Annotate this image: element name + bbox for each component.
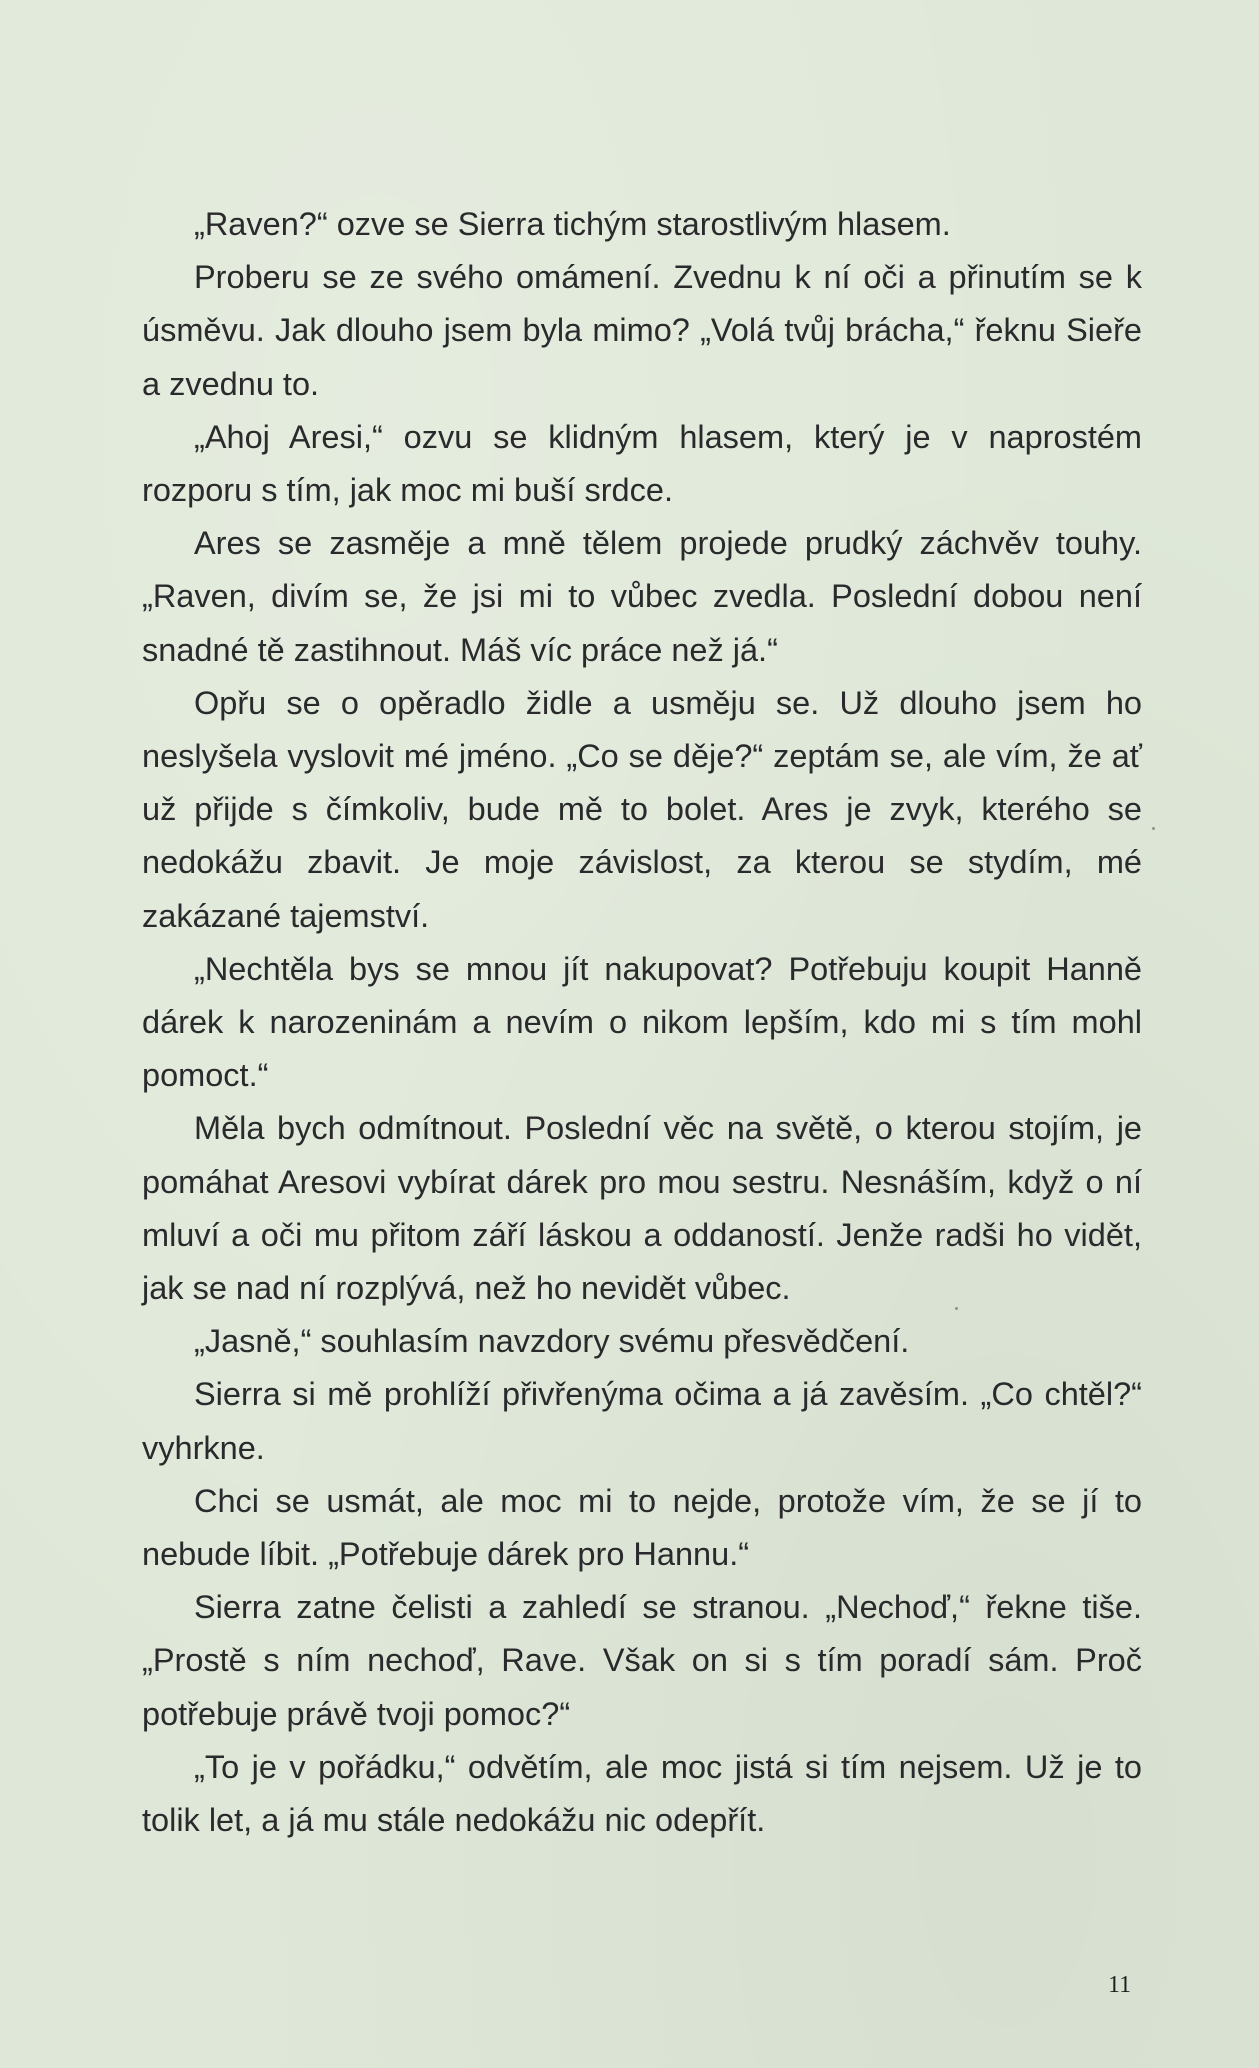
paragraph: „Jasně,“ souhlasím navzdory svému přesvědčení. bbox=[194, 1323, 910, 1360]
scan-speck bbox=[1152, 827, 1155, 830]
paragraph: Sierra si mě prohlíží přivřenýma očima a já zavěsím. „Co chtěl?“ vyhrkne. bbox=[142, 1376, 1142, 1466]
scan-speck bbox=[955, 1307, 958, 1310]
paragraph: „Ahoj Aresi,“ ozvu se klidným hlasem, který je v naprostém rozporu s tím, jak moc mi buší srdce. bbox=[142, 418, 1142, 509]
paragraph: Proberu se ze svého omámení. Zvednu k ní oči a přinutím se k úsměvu. Jak dlouho jsem byla mimo? „Volá tvůj brácha,“ řeknu Sieře a zvednu to. bbox=[142, 259, 1142, 402]
paragraph: „Raven?“ ozve se Sierra tichým starostlivým hlasem. bbox=[194, 206, 951, 242]
paragraph: Opřu se o opěradlo židle a usměju se. Už dlouho jsem ho neslyšela vyslovit mé jméno. „Co se děje?“ zeptám se, ale vím, že ať už přijde s čímkoliv, bude mě to bolet. Ares je zvyk, kterého se nedokážu zbavit. Je moje závislost, za kterou se stydím, mé zakázané tajemství. bbox=[142, 684, 1142, 934]
paragraph: Sierra zatne čelisti a zahledí se stranou. „Nechoď,“ řekne tiše. „Prostě s ním nechoď, Rave. Však on si s tím poradí sám. Proč potřebuje právě tvoji pomoc?“ bbox=[142, 1589, 1142, 1732]
body-text bbox=[142, 198, 1142, 1847]
paragraph: Chci se usmát, ale moc mi to nejde, protože vím, že se jí to nebude líbit. „Potřebuje dárek pro Hannu.“ bbox=[142, 1482, 1142, 1573]
page-number: 11 bbox=[1108, 1972, 1132, 1998]
paragraph: Měla bych odmítnout. Poslední věc na světě, o kterou stojím, je pomáhat Aresovi vybírat dárek pro mou sestru. Nesnáším, když o ní mluví a oči mu přitom září láskou a oddaností. Jenže radši ho vidět, jak se nad ní rozplývá, než ho nevidět vůbec. bbox=[142, 1110, 1142, 1307]
paragraph: Ares se zasměje a mně tělem projede prudký záchvěv touhy. „Raven, divím se, že jsi mi to vůbec zvedla. Poslední dobou není snadné tě zastihnout. Máš víc práce než já.“ bbox=[142, 525, 1142, 668]
paragraph: „Nechtěla bys se mnou jít nakupovat? Potřebuju koupit Hanně dárek k narozeninám a nevím o nikom lepším, kdo mi s tím mohl pomoct.“ bbox=[142, 950, 1142, 1094]
paragraph: „To je v pořádku,“ odvětím, ale moc jistá si tím nejsem. Už je to tolik let, a já mu stále nedokážu nic odepřít. bbox=[142, 1748, 1142, 1839]
